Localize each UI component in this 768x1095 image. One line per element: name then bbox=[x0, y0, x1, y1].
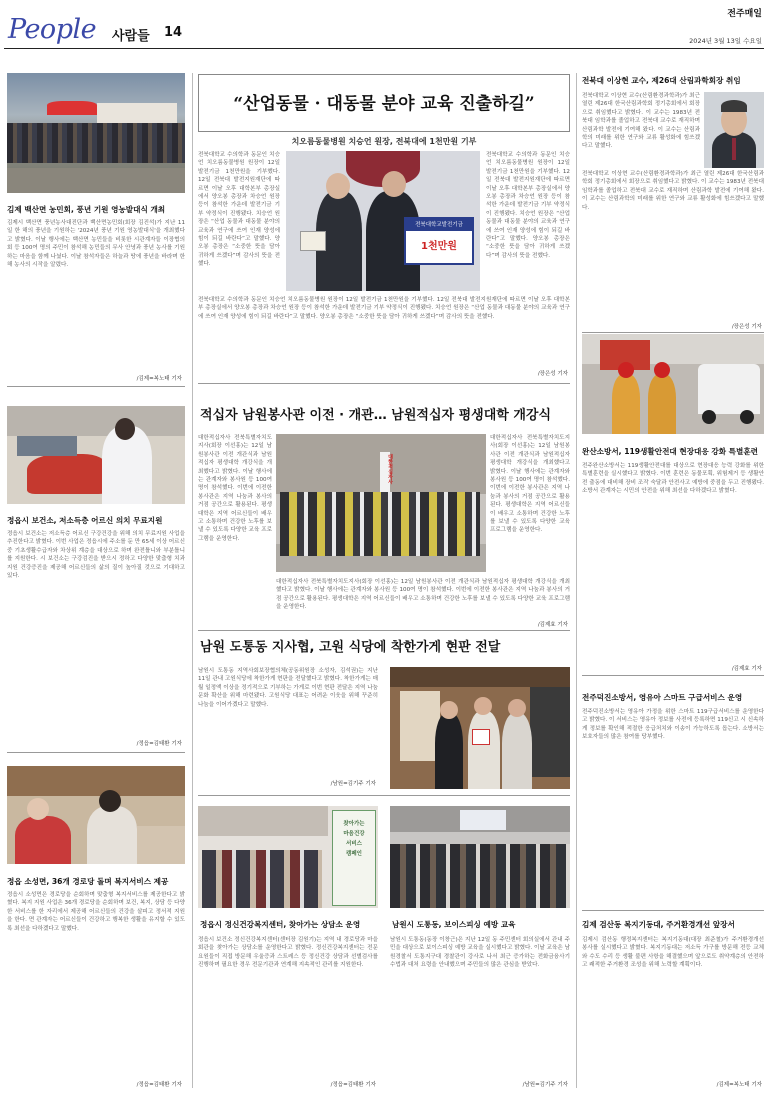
masthead bbox=[0, 0, 768, 48]
right-article-4-byline: /김제=복노태 기자 bbox=[716, 1082, 762, 1088]
campaign-sign-line-1: 찾아가는 bbox=[343, 821, 365, 827]
lead-body-left: 전북대학교 수의학과 동문인 치승언 치오름동물병원 원장이 12일 발전기금 1천만원을 기부했다. 12일 전북대 발전지원재단에 따르면 이날 오후 대학본부 총장실에서 양오봉 총장과 차승언 원장 등이 참석한 가운데 발전기금 기부 약정식이 진행됐다. 치승언 원장은 “산업 동물과 대동물 분야의 교육과 연구에 쓰여 인재 양성에 힘이 되길 바란다”고 말했다. 양오봉 총장은 “소중한 뜻을 담아 귀하게 쓰겠다”며 감사의 뜻을 전했다. bbox=[198, 152, 280, 268]
lead-body-bottom: 전북대학교 수의학과 동문인 치승언 치오름동물병원 원장이 12일 발전기금 1천만원을 기부했다. 12일 전북대 발전지원재단에 따르면 이날 오후 대학본부 총장실에서 양오봉 총장과 차승언 원장 등이 참석한 가운데 발전기금 기부 약정식이 진행됐다. 치승언 원장은 “산업 동물과 대동물 분야의 교육과 연구에 쓰여 인재 양성에 힘이 되길 바란다”고 말했다. 양오봉 총장은 “소중한 뜻을 담아 귀하게 쓰겠다”며 감사의 뜻을 전했다. bbox=[198, 297, 570, 320]
right-article-2-title: 완산소방서, 119생활안전대 현장대응 강화 특별훈련 bbox=[582, 447, 759, 456]
row4-article-2-headline: 남원시 도통동, 보이스피싱 예방 교육 bbox=[392, 920, 516, 929]
donation-photo bbox=[286, 151, 480, 291]
good-shop-plaque-photo bbox=[390, 667, 570, 789]
rescue-training-photo bbox=[582, 334, 764, 434]
right-article-3-body: 전주덕진소방서는 영유아 가정을 위한 스마트 119구급서비스를 운영한다고 밝혔다. 이 서비스는 영유아 정보를 사전에 등록하면 119신고 시 신속하게 정보를 확인해 적절한 응급처치와 이송이 가능하도록 돕는다. 소방서는 보호자들의 많은 참여를 당부했다. bbox=[582, 709, 764, 741]
right-article-1-body: 전북대학교 이상현 교수(산림환경과학과)가 최근 열린 제26대 한국산림과학회 정기총회에서 회장으로 취임했다고 밝혔다. 이 교수는 1983년 전북대 임학과를 졸업하고 전북대 교수로 재직하며 산림과학 발전에 기여해 왔다. 이 교수는 산림과학의 미래를 위한 연구와 교류 활성화에 힘쓰겠다고 말했다. bbox=[582, 93, 700, 150]
story2-byline: /김제효 기자 bbox=[537, 622, 568, 628]
story3-body: 남원시 도통동 지역사회보장협의체(공동위원장 소성자, 김석권)는 지난 11일 관내 고원식당에 착한가게 현판을 전달했다고 밝혔다. 착한가게는 매월 일정액 이상을 정기적으로 기부하는 가게로 이번 현판 전달은 지역 나눔 문화 확산을 위해 마련됐다. 고원식당 대표는 어려운 이웃을 위해 꾸준히 나눔을 이어가겠다고 말했다. bbox=[198, 668, 378, 708]
right-article-3-title: 전주덕진소방서, 영유아 스마트 구급서비스 운영 bbox=[582, 693, 743, 702]
paper-name: 전주매일 bbox=[727, 9, 762, 19]
farm-ceremony-photo bbox=[7, 73, 185, 193]
row4-article-1-headline: 정읍시 정신건강복지센터, 찾아가는 상담소 운영 bbox=[200, 920, 361, 929]
story3-byline: /남원=김기주 기자 bbox=[330, 781, 376, 787]
senior-center-photo bbox=[7, 766, 185, 864]
right-article-2-body: 전주완산소방서는 119생활안전대를 대상으로 현장대응 능력 강화를 위한 특별훈련을 실시했다고 밝혔다. 이번 훈련은 동물포획, 위험제거 등 생활안전 출동에 대비해 장비 조작 숙달과 안전사고 예방에 중점을 두고 진행됐다. 소방서 관계자는 시민의 안전을 위해 최선을 다하겠다고 밝혔다. bbox=[582, 463, 764, 495]
lead-byline: /장은성 기자 bbox=[537, 371, 568, 377]
story2-body-left: 대한적십자사 전북특별자치도지사(회장 이선홍)는 12일 남원봉사관 이전 개관식과 남원적십자 평생대학 개강식을 개최했다고 밝혔다. 이날 행사에는 관계자와 봉사원 등 100여 명이 참석했다. 이번에 이전한 봉사관은 지역 나눔과 봉사의 거점 공간으로 활용된다. 평생대학은 지역 어르신들이 배우고 소통하며 건강한 노후를 보낼 수 있도록 다양한 교육 프로그램을 운영한다. bbox=[198, 435, 272, 542]
donation-sign-amount: 1천만원 bbox=[421, 241, 457, 252]
campaign-sign-line-2: 마음건강 bbox=[343, 831, 365, 837]
left-article-2-title: 정읍시 보건소, 저소득층 어르신 의치 무료지원 bbox=[7, 516, 163, 525]
left-article-1-body: 김제시 백산면 풍년농사대진단과 백산면농민회(회장 김진석)가 지난 11일 한 해의 풍년을 기원하는 '2024년 풍년 기원 영농발대식'을 개최했다고 밝혔다. 이날 행사에는 백산면 농민들을 비롯한 시관계자들 이장협의회 등 100여 명의 주민이 참석해 농민들의 무사 안녕과 풍년 농사를 기원하는 마음을 함께 나눴다. 이날 참석자들은 하늘과 땅에 풍년을 바라며 한 해 농사의 시작을 알렸다. bbox=[7, 220, 185, 269]
campaign-sign-line-3: 서비스 bbox=[346, 841, 362, 847]
lead-body-right: 전북대학교 수의학과 동문인 치승언 치오름동물병원 원장이 12일 발전기금 1천만원을 기부했다. 12일 전북대 발전지원재단에 따르면 이날 오후 대학본부 총장실에서 양오봉 총장과 차승언 원장 등이 참석한 가운데 발전기금 기부 약정식이 진행됐다. 치승언 원장은 “산업 동물과 대동물 분야의 교육과 연구에 쓰여 인재 양성에 힘이 되길 바란다”고 말했다. 양오봉 총장은 “소중한 뜻을 담아 귀하게 쓰겠다”며 감사의 뜻을 전했다. bbox=[486, 152, 570, 259]
donation-sign-title: 전북대학교발전기금 bbox=[406, 219, 472, 231]
lead-headline: “산업동물 · 대동물 분야 교육 진출하길” bbox=[233, 94, 535, 114]
row4-article-2-byline: /남원=김기주 기자 bbox=[522, 1082, 568, 1088]
right-article-4-title: 김제 검산동 복지기동대, 주거환경개선 앞장서 bbox=[582, 920, 735, 929]
right-article-1-body-cont: 전북대학교 이상현 교수(산림환경과학과)가 최근 열린 제26대 한국산림과학회 정기총회에서 회장으로 취임했다고 밝혔다. 이 교수는 1983년 전북대 임학과를 졸업하고 전북대 교수로 재직하며 산림과학 발전에 기여해 왔다. 이 교수는 산림과학의 미래를 위한 연구와 교류 활성화에 힘쓰겠다고 말했다. bbox=[582, 171, 764, 211]
professor-portrait bbox=[704, 92, 764, 168]
left-article-3-title: 정읍 소성면, 36개 경로당 돌며 복지서비스 제공 bbox=[7, 877, 169, 886]
right-article-4-body: 김제시 검산동 행정복지센터는 복지기동대(대장 최준철)가 주거환경개선 봉사를 실시했다고 밝혔다. 복지기동대는 저소득 가구를 방문해 전등 교체와 수도 수리 등 생활 불편 사항을 해결했으며 앞으로도 취약계층의 안전하고 쾌적한 주거환경 조성을 위해 노력할 계획이다. bbox=[582, 937, 764, 969]
left-article-1-title: 김제 백산면 농민회, 풍년 기원 영농발대식 개최 bbox=[7, 205, 166, 214]
section-logo: People bbox=[8, 14, 97, 45]
section-title: 사람들 bbox=[112, 29, 150, 44]
left-article-3-body: 정읍시 소성면은 경로당을 순회하며 맞춤형 복지서비스를 제공한다고 밝혔다. 복지 지원 사업은 36개 경로당을 순회하며 보건, 복지, 상담 등 다양한 서비스를 한 자리에서 제공해 어르신들의 건강을 살피고 정서적 지원을 한다. 면 관계자는 어르신들이 건강하고 행복한 생활을 유지할 수 있도록 최선을 다하겠다고 말했다. bbox=[7, 892, 185, 932]
issue-date: 2024년 3월 13일 수요일 bbox=[689, 37, 762, 45]
left-article-2-byline: /정읍=김태환 기자 bbox=[136, 741, 182, 747]
red-cross-banner: 대한적십자사 bbox=[387, 454, 393, 484]
story2-headline: 적십자 남원봉사관 이전 · 개관… 남원적십자 평생대학 개강식 bbox=[200, 408, 552, 423]
masthead-rule bbox=[4, 48, 764, 49]
left-article-1-byline: /김제=복노태 기자 bbox=[136, 376, 182, 382]
left-article-2-body: 정읍시 보건소는 저소득층 어르신 구강건강을 위해 의치 무료지원 사업을 추진한다고 밝혔다. 이번 사업은 정읍시에 주소를 둔 만 65세 이상 어르신 중 기초생활수급자와 차상위 계층을 대상으로 하며 완전틀니와 부분틀니를 지원한다. 시 보건소는 구강검진을 받으시 정하고 다양한 맞춤형 치과 지원 건강증진을 제공해 어르신들의 삶의 질이 높아질 것으로 기대하고 있다. bbox=[7, 531, 185, 580]
right-article-2-byline: /김제효 기자 bbox=[731, 666, 762, 672]
red-cross-ceremony-photo bbox=[276, 434, 486, 572]
left-article-3-byline: /정읍=김태환 기자 bbox=[136, 1082, 182, 1088]
campaign-sign bbox=[332, 810, 376, 906]
right-article-1-byline: /장은성 기자 bbox=[731, 324, 762, 330]
row4-article-1-body: 정읍시 보건소 정신건강복지센터(센터장 김원기)는 지역 내 경로당과 마을회관을 찾아가는 상담소를 운영한다고 밝혔다. 정신건강복지센터는 전문 요원들이 직접 방문해 우울증과 스트레스 등 정신건강 상담과 선별검사를 진행하며 필요한 경우 전문기관과 연계해 지속적인 관리를 지원한다. bbox=[198, 937, 378, 969]
dental-clinic-photo bbox=[7, 406, 185, 504]
right-article-1-title: 전북대 이상현 교수, 제26대 산림과학회장 취임 bbox=[582, 76, 741, 85]
story2-body-bottom: 대한적십자사 전북특별자치도지사(회장 이선홍)는 12일 남원봉사관 이전 개관식과 남원적십자 평생대학 개강식을 개최했다고 밝혔다. 이날 행사에는 관계자와 봉사원 등 100여 명이 참석했다. 이번에 이전한 봉사관은 지역 나눔과 봉사의 거점 공간으로 활용된다. 평생대학은 지역 어르신들이 배우고 소통하며 건강한 노후를 보낼 수 있도록 다양한 교육 프로그램을 운영한다. bbox=[276, 579, 570, 611]
page-number: 14 bbox=[164, 25, 183, 40]
lead-subhead: 치오름동물병원 치승언 원장, 전북대에 1천만원 기부 bbox=[291, 137, 477, 146]
campaign-sign-line-4: 캠페인 bbox=[346, 851, 362, 857]
donation-sign bbox=[404, 217, 474, 265]
counseling-photo bbox=[198, 806, 378, 908]
story2-body-right: 대한적십자사 전북특별자치도지사(회장 이선홍)는 12일 남원봉사관 이전 개관식과 남원적십자 평생대학 개강식을 개최했다고 밝혔다. 이날 행사에는 관계자와 봉사원 등 100여 명이 참석했다. 이번에 이전한 봉사관은 지역 나눔과 봉사의 거점 공간으로 활용된다. 평생대학은 지역 어르신들이 배우고 소통하며 건강한 노후를 보낼 수 있도록 다양한 교육 프로그램을 운영한다. bbox=[490, 435, 570, 534]
story3-headline: 남원 도통동 지사협, 고원 식당에 착한가게 현판 전달 bbox=[200, 640, 501, 655]
phishing-education-photo bbox=[390, 806, 570, 908]
lead-headline-box bbox=[198, 74, 570, 132]
row4-article-2-body: 남원시 도통동(동장 이창근)은 지난 12일 동 주민센터 회의실에서 관내 주민을 대상으로 보이스피싱 예방 교육을 실시했다고 밝혔다. 이날 교육은 남원경찰서 도통지구대 경찰관이 강사로 나서 최근 증가하는 전화금융사기 수법과 대처 요령을 안내했으며 주민들의 많은 관심을 받았다. bbox=[390, 937, 570, 969]
row4-article-1-byline: /정읍=김태환 기자 bbox=[330, 1082, 376, 1088]
